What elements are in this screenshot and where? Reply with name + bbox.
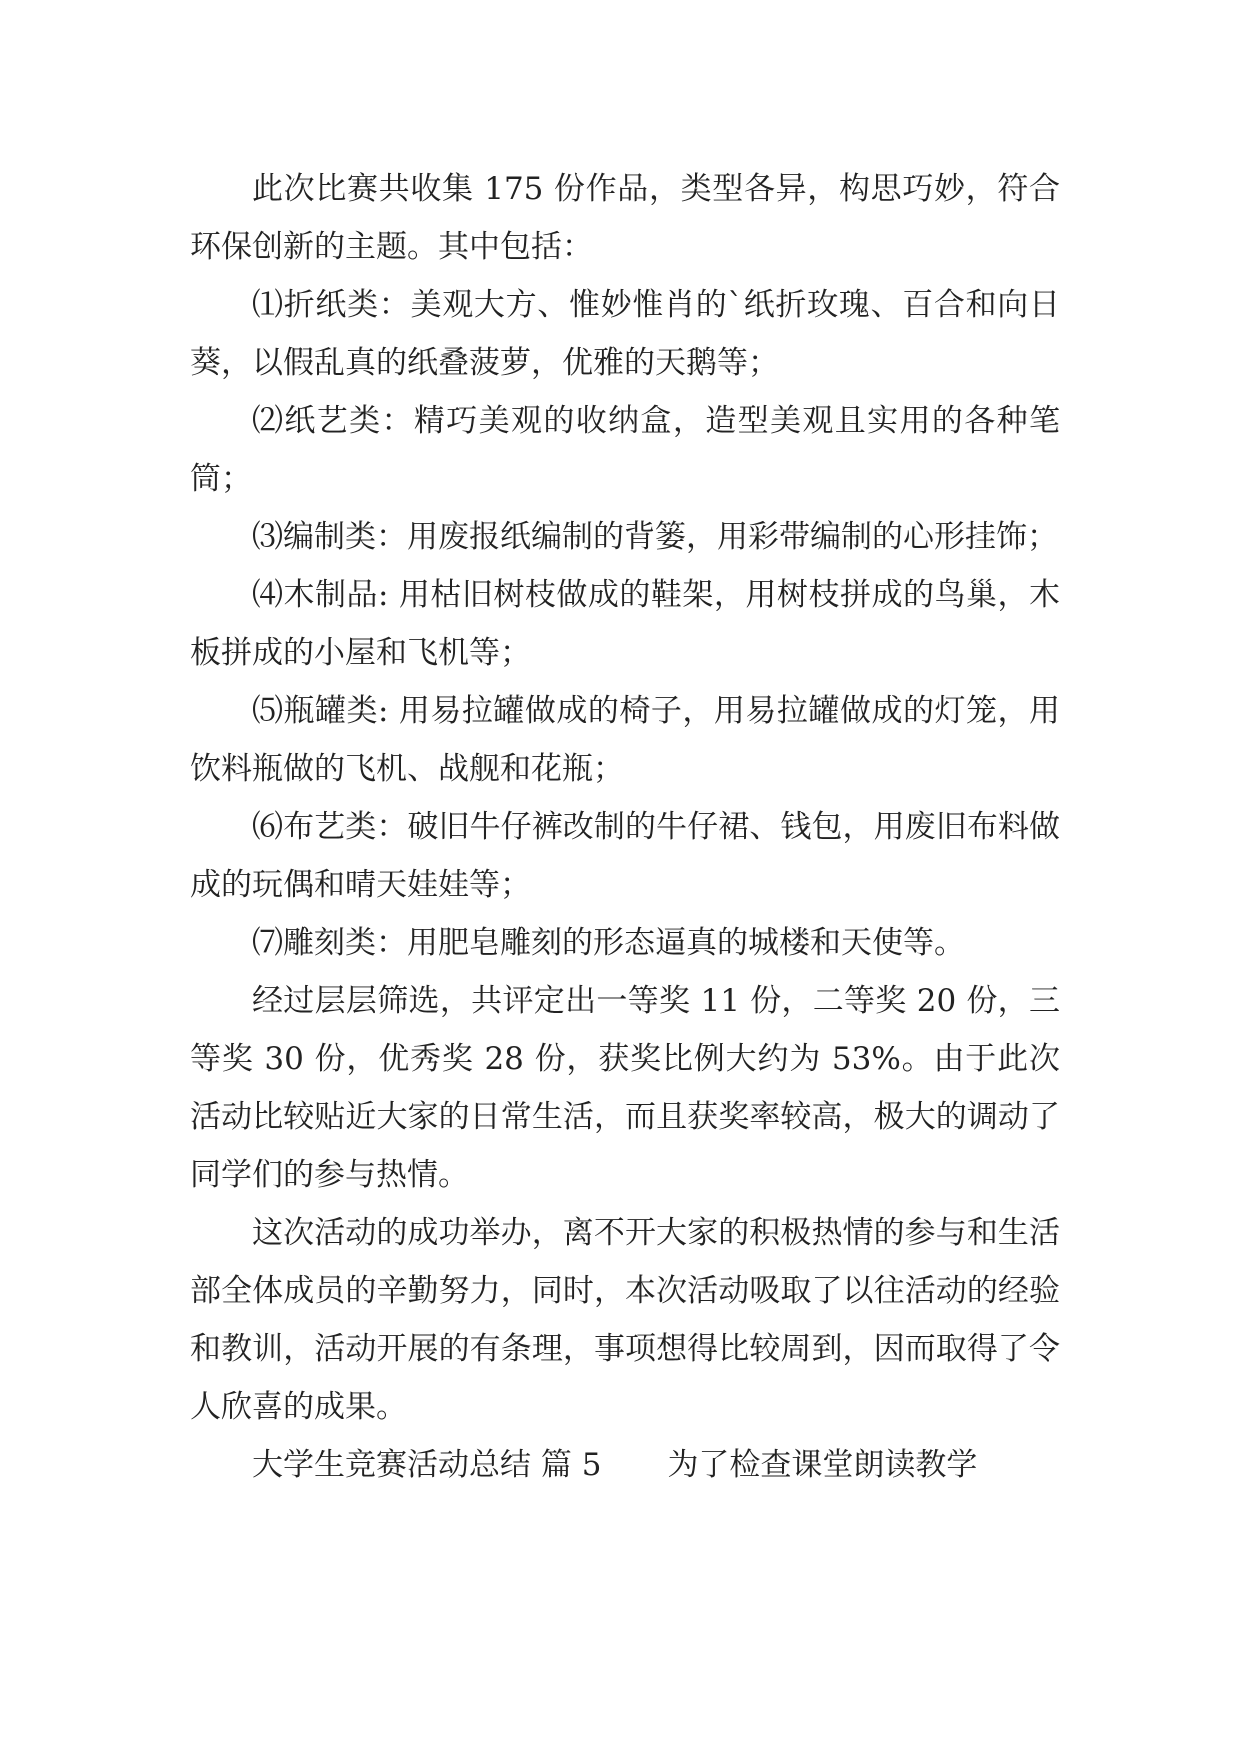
conclusion-paragraph: 这次活动的成功举办，离不开大家的积极热情的参与和生活部全体成员的辛勤努力，同时，本次活动吸取了以往活动的经验和教训，活动开展的有条理，事项想得比较周到，因而取得了令人欣喜的成果。	[190, 1215, 1060, 1425]
next-section-line	[190, 1436, 1060, 1494]
section-continuation: 为了检查课堂朗读教学	[667, 1447, 978, 1483]
category-item-fabric: ⑹布艺类：破旧牛仔裤改制的牛仔裙、钱包，用废旧布料做成的玩偶和晴天娃娃等；	[190, 809, 1060, 903]
category-item-weaving: ⑶编制类：用废报纸编制的背篓，用彩带编制的心形挂饰；	[252, 519, 1058, 555]
category-item-origami: ⑴折纸类：美观大方、惟妙惟肖的`纸折玫瑰、百合和向日葵，以假乱真的纸叠菠萝，优雅的天鹅等；	[190, 287, 1060, 381]
category-item-bottles-cans: ⑸瓶罐类: 用易拉罐做成的椅子，用易拉罐做成的灯笼，用饮料瓶做的飞机、战舰和花瓶；	[190, 693, 1060, 787]
results-paragraph: 经过层层筛选，共评定出一等奖 11 份，二等奖 20 份，三等奖 30 份，优秀奖 28 份，获奖比例大约为 53%。由于此次活动比较贴近大家的日常生活，而且获奖率较高，极大的调动了同学们的参与热情。	[190, 983, 1060, 1193]
category-item-paper-craft: ⑵纸艺类：精巧美观的收纳盒，造型美观且实用的各种笔筒；	[190, 403, 1060, 497]
section-heading: 大学生竞赛活动总结 篇 5	[252, 1447, 602, 1483]
document-body	[190, 160, 1060, 1494]
intro-paragraph: 此次比赛共收集 175 份作品，类型各异，构思巧妙，符合环保创新的主题。其中包括：	[190, 171, 1060, 265]
category-item-woodwork: ⑷木制品: 用枯旧树枝做成的鞋架，用树枝拼成的鸟巢，木板拼成的小屋和飞机等；	[190, 577, 1060, 671]
category-item-carving: ⑺雕刻类：用肥皂雕刻的形态逼真的城楼和天使等。	[252, 925, 965, 961]
